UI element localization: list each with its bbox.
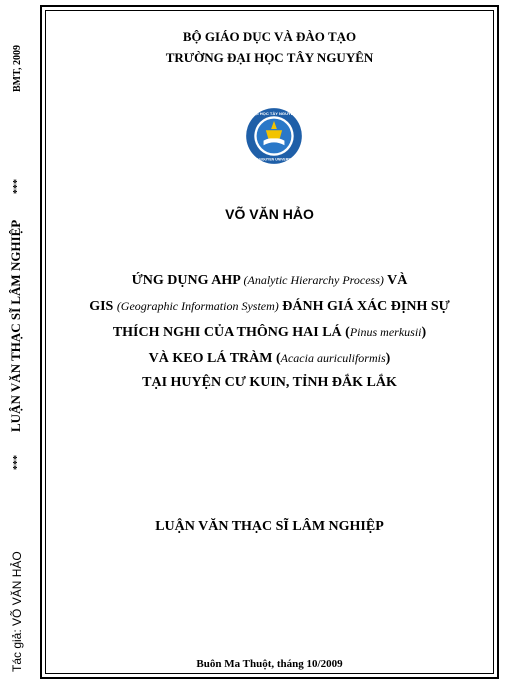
spine-thesis-type: LUẬN VĂN THẠC SĨ LÂM NGHIỆP — [8, 219, 23, 432]
spine-year-code: BMT, 2009 — [12, 44, 23, 92]
degree-title: LUẬN VĂN THẠC SĨ LÂM NGHIỆP — [155, 519, 384, 534]
university-name: TRƯỜNG ĐẠI HỌC TÂY NGUYÊN — [165, 50, 374, 65]
title-line-2: GIS (Geographic Information System) ĐÁNH GIÁ XÁC ĐỊNH SỰ — [89, 299, 450, 314]
book-spine — [0, 0, 36, 687]
title-line-3: THÍCH NGHI CỦA THÔNG HAI LÁ (Pinus merkusii) — [112, 325, 427, 340]
university-seal-icon — [245, 107, 303, 165]
place-and-date: Buôn Ma Thuột, tháng 10/2009 — [196, 658, 343, 670]
spine-author: Tác giả: VÕ VĂN HẢO — [10, 551, 24, 672]
cover-frame — [40, 5, 499, 679]
logo-text-bottom: TAY NGUYEN UNIVERSITY — [252, 157, 296, 162]
logo-text-top: ĐẠI HỌC TÂY NGUYÊN — [251, 111, 297, 117]
title-line-4: VÀ KEO LÁ TRÀM (Acacia auriculiformis) — [148, 351, 391, 366]
author-name: VÕ VĂN HẢO — [225, 206, 314, 222]
spine-stars-bottom: *** — [12, 455, 23, 470]
ministry-name: BỘ GIÁO DỤC VÀ ĐÀO TẠO — [182, 29, 357, 44]
title-line-1: ỨNG DỤNG AHP (Analytic Hierarchy Process) VÀ — [131, 273, 408, 288]
title-line-5: TẠI HUYỆN CƯ KUIN, TỈNH ĐẮK LẮK — [142, 375, 397, 390]
spine-stars-top: *** — [12, 179, 23, 194]
